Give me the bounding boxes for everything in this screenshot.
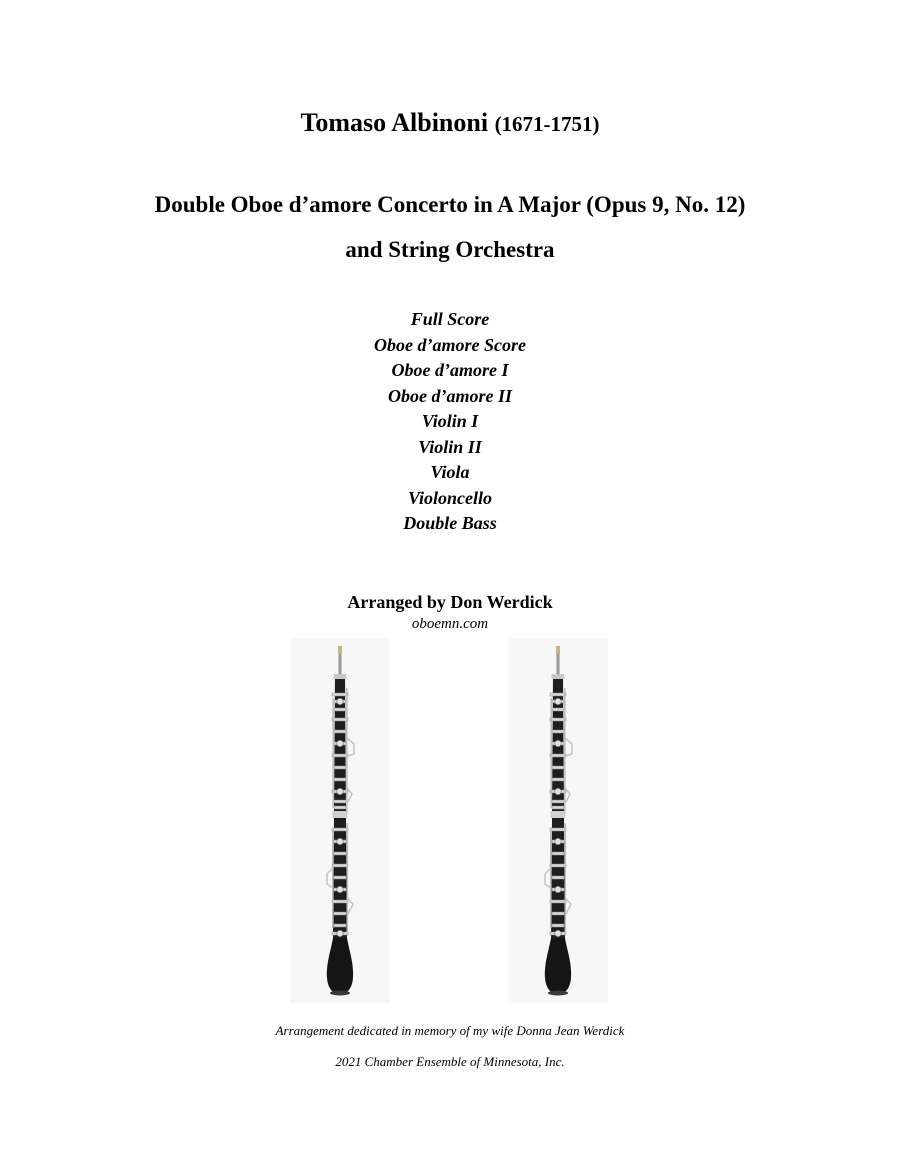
title-line-1: Double Oboe d’amore Concerto in A Major (Opus 9, No. 12) bbox=[154, 192, 746, 217]
oboe-icon bbox=[508, 638, 608, 1003]
title-line-2: and String Orchestra bbox=[345, 237, 555, 262]
oboe-d-amore-right bbox=[508, 638, 608, 1003]
part-item: Double Bass bbox=[403, 513, 497, 533]
arranger-credit: Arranged by Don Werdick bbox=[347, 592, 553, 612]
part-item: Oboe d’amore Score bbox=[374, 334, 526, 355]
dedication-text: Arrangement dedicated in memory of my wife Donna Jean Werdick bbox=[275, 1023, 625, 1038]
part-item: Violoncello bbox=[407, 487, 492, 508]
part-item: Full Score bbox=[410, 309, 490, 329]
copyright-text: 2021 Chamber Ensemble of Minnesota, Inc. bbox=[335, 1054, 565, 1069]
part-item: Viola bbox=[430, 462, 470, 482]
parts-list bbox=[0, 307, 900, 537]
composer-heading bbox=[0, 108, 900, 138]
part-item: Oboe d’amore I bbox=[391, 360, 509, 380]
oboe-d-amore-left bbox=[290, 638, 390, 1003]
website-text: oboemn.com bbox=[411, 616, 489, 632]
part-item: Violin I bbox=[421, 411, 479, 431]
composer-name: Tomaso Albinoni bbox=[300, 108, 489, 137]
oboe-icon bbox=[290, 638, 390, 1003]
part-item: Violin II bbox=[418, 436, 482, 457]
composer-dates: (1671-1751) bbox=[494, 112, 600, 136]
part-item: Oboe d’amore II bbox=[388, 385, 512, 406]
